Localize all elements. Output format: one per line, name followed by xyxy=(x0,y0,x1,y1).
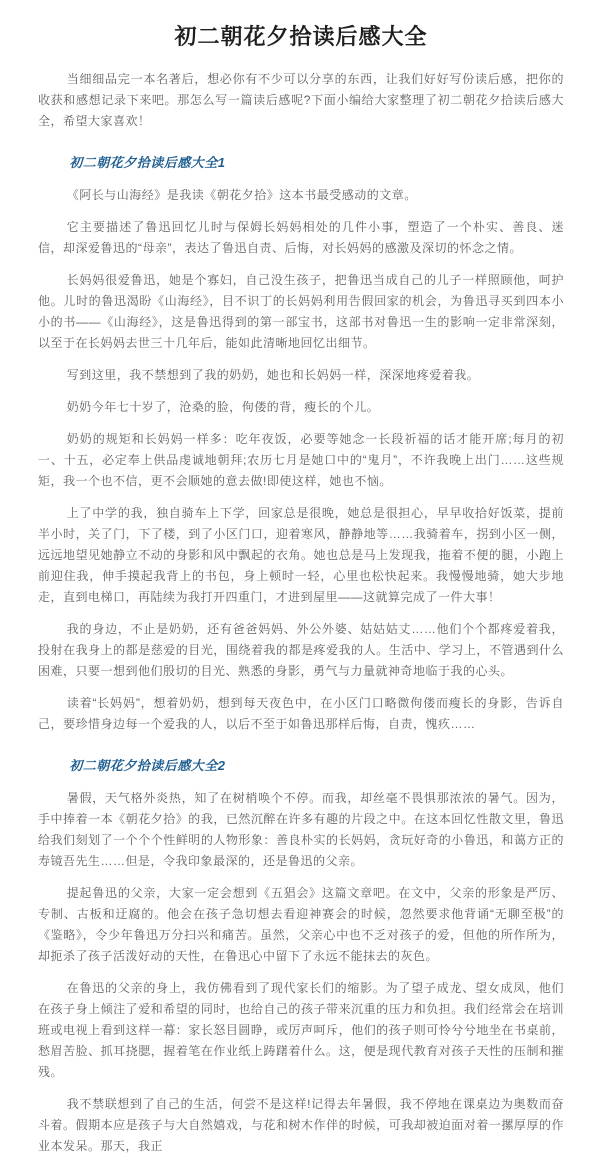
intro-paragraph: 当细细品完一本名著后，想必你有不少可以分享的东西，让我们好好写份读后感，把你的收获和感想记录下来吧。那怎么写一篇读后感呢?下面小编给大家整理了初二朝花夕拾读后感大全，希望大家喜欢！ xyxy=(38,72,564,128)
section-2-heading: 初二朝花夕拾读后感大全2 xyxy=(69,758,226,773)
essay-paragraph: 读着“长妈妈”，想着奶奶，想到每天夜色中，在小区门口略微佝偻而瘦长的身影，告诉自己，要珍惜身边每一个爱我的人，以后不至于如鲁迅那样后悔，自责，愧疚…… xyxy=(38,696,564,731)
essay-paragraph: 提起鲁迅的父亲，大家一定会想到《五猖会》这篇文章吧。在文中，父亲的形象是严厉、专制、古板和迂腐的。他会在孩子急切想去看迎神赛会的时候，忽然要求他背诵“无聊至极”的《鉴略》，令少年鲁迅万分扫兴和痛苦。虽然，父亲心中也不乏对孩子的爱，但他的所作所为，却扼杀了孩子活泼好动的天性，在鲁迅心中留下了永远不能抹去的灰色。 xyxy=(38,886,564,963)
essay-paragraph: 奶奶今年七十岁了，沧桑的脸，佝偻的背，瘦长的个儿。 xyxy=(66,400,380,414)
essay-paragraph: 奶奶的规矩和长妈妈一样多：吃年夜饭，必要等她念一长段祈福的话才能开席;每月的初一、十五，必定奉上供品虔诚地朝拜;农历七月是她口中的“鬼月”，不许我晚上出门……这些规矩，我一个也不信，更不会顺她的意去做!即使这样，她也不恼。 xyxy=(38,432,564,488)
essay-paragraph: 《阿长与山海经》是我读《朝花夕拾》这本书最受感动的文章。 xyxy=(66,188,417,202)
page-title: 初二朝花夕拾读后感大全 xyxy=(174,24,428,49)
essay-paragraph: 长妈妈很爱鲁迅，她是个寡妇，自己没生孩子，把鲁迅当成自己的儿子一样照顾他，呵护他。儿时的鲁迅渴盼《山海经》，目不识丁的长妈妈利用告假回家的机会，为鲁迅寻买到四本小小的书——《山海经》，这是鲁迅得到的第一部宝书，这部书对鲁迅一生的影响一定非常深刻，以至于在长妈妈去世三十几年后，能如此清晰地回忆出细节。 xyxy=(38,273,564,350)
essay-paragraph: 暑假，天气格外炎热，知了在树梢唤个不停。而我，却丝毫不畏惧那浓浓的暑气。因为，手中捧着一本《朝花夕拾》的我，已然沉醉在许多有趣的片段之中。在这本回忆性散文里，鲁迅给我们刻划了一个个个性鲜明的人物形象：善良朴实的长妈妈，贪玩好奇的小鲁迅，和蔼方正的寿镜吾先生……但是，令我印象最深的，还是鲁迅的父亲。 xyxy=(38,791,564,868)
essay-paragraph: 我不禁联想到了自己的生活，何尝不是这样!记得去年暑假，我不停地在课桌边为奥数而奋斗着。假期本应是孩子与大自然嬉戏，与花和树木作伴的时候，可我却被迫面对着一摞厚厚的作业本发呆。那天，我正 xyxy=(38,1097,564,1153)
essay-section-1 xyxy=(38,152,564,735)
section-1-heading: 初二朝花夕拾读后感大全1 xyxy=(69,155,226,170)
essay-paragraph: 写到这里，我不禁想到了我的奶奶，她也和长妈妈一样，深深地疼爱着我。 xyxy=(66,368,480,382)
essay-paragraph: 在鲁迅的父亲的身上，我仿佛看到了现代家长们的缩影。为了望子成龙、望女成凤，他们在孩子身上倾注了爱和希望的同时，也给自己的孩子带来沉重的压力和负担。我们经常会在培训班或电视上看到这样一幕：家长怒目圆睁，或厉声呵斥，他们的孩子则可怜兮兮地坐在书桌前，愁眉苦脸、抓耳挠腮，握着笔在作业纸上踌躇着什么。这，便是现代教育对孩子天性的压制和摧残。 xyxy=(38,981,564,1079)
essay-paragraph: 上了中学的我，独自骑车上下学，回家总是很晚，她总是很担心，早早收拾好饭菜，提前半小时，关了门，下了楼，到了小区门口，迎着寒风，静静地等……我骑着车，拐到小区一侧，远远地望见她静立不动的身影和风中飘起的衣角。她也总是马上发现我，拖着不便的腿，小跑上前迎住我，伸手摸起我背上的书包，身上顿时一轻，心里也松快起来。我慢慢地骑，她大步地走，直到电梯口，再陆续为我打开四重门，才进到屋里——这就算完成了一件大事！ xyxy=(38,506,564,604)
essay-paragraph: 我的身边，不止是奶奶，还有爸爸妈妈、外公外婆、姑姑姑丈……他们个个都疼爱着我，投射在我身上的都是慈爱的目光，围绕着我的都是疼爱我的人。生活中、学习上，不管遇到什么困难，只要一想到他们殷切的目光、熟悉的身影，勇气与力量就神奇地临于我的心头。 xyxy=(38,622,564,678)
essay-section-2 xyxy=(38,755,564,1157)
essay-paragraph: 它主要描述了鲁迅回忆儿时与保姆长妈妈相处的几件小事，塑造了一个朴实、善良、迷信，却深爱鲁迅的“母亲”，表达了鲁迅自责、后悔，对长妈妈的感激及深切的怀念之情。 xyxy=(38,220,564,255)
